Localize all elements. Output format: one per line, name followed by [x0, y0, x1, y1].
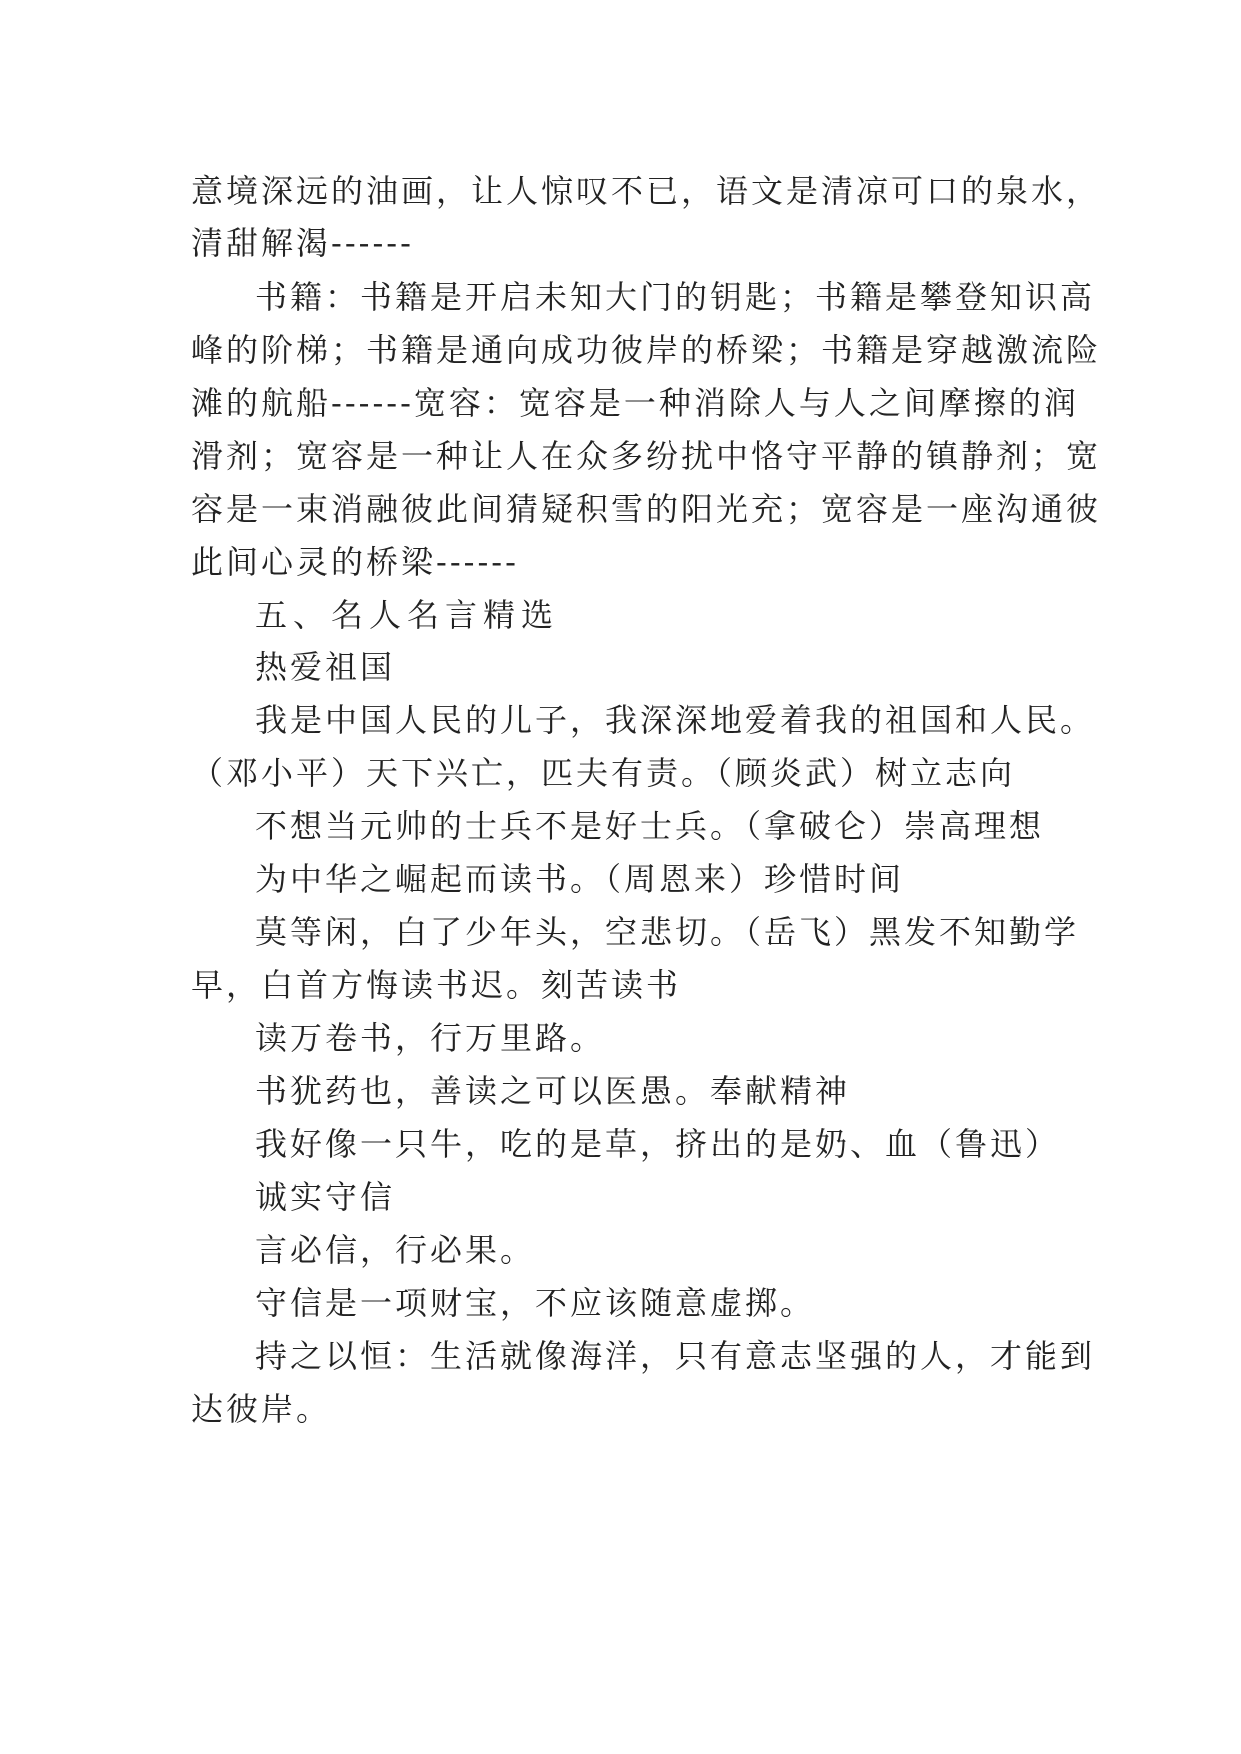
paragraph-start-line: 书籍：书籍是开启未知大门的钥匙；书籍是攀登知识高	[255, 278, 1096, 316]
quote-line: 早，白首方悔读书迟。刻苦读书	[191, 966, 682, 1004]
subheading: 热爱祖国	[255, 648, 396, 686]
text-line: 峰的阶梯；书籍是通向成功彼岸的桥梁；书籍是穿越激流险	[191, 331, 1102, 369]
text-line: 清甜解渴------	[191, 224, 414, 262]
quote-line: 书犹药也，善读之可以医愚。奉献精神	[255, 1072, 851, 1110]
quote-line: （邓小平）天下兴亡，匹夫有责。（顾炎武）树立志向	[191, 754, 1016, 792]
text-line: 容是一束消融彼此间猜疑积雪的阳光充；宽容是一座沟通彼	[191, 490, 1102, 528]
quote-line: 言必信，行必果。	[255, 1231, 536, 1269]
text-line: 滩的航船------宽容：宽容是一种消除人与人之间摩擦的润	[191, 384, 1079, 422]
quote-line: 持之以恒：生活就像海洋，只有意志坚强的人，才能到	[255, 1337, 1096, 1375]
quote-line: 读万卷书，行万里路。	[255, 1019, 606, 1057]
quote-line: 为中华之崛起而读书。（周恩来）珍惜时间	[255, 860, 905, 898]
text-line: 意境深远的油画，让人惊叹不已，语文是清凉可口的泉水，	[191, 172, 1102, 210]
quote-line: 莫等闲，白了少年头，空悲切。（岳飞）黑发不知勤学	[255, 913, 1080, 951]
subheading: 诚实守信	[255, 1178, 396, 1216]
quote-line: 达彼岸。	[191, 1390, 332, 1428]
quote-line: 不想当元帅的士兵不是好士兵。（拿破仑）崇高理想	[255, 807, 1045, 845]
quote-line: 我好像一只牛，吃的是草，挤出的是奶、血（鲁迅）	[255, 1125, 1061, 1163]
section-heading: 五、名人名言精选	[255, 596, 560, 634]
quote-line: 我是中国人民的儿子，我深深地爱着我的祖国和人民。	[255, 701, 1096, 739]
quote-line: 守信是一项财宝，不应该随意虚掷。	[255, 1284, 816, 1322]
text-line: 滑剂；宽容是一种让人在众多纷扰中恪守平静的镇静剂；宽	[191, 437, 1102, 475]
text-line: 此间心灵的桥梁------	[191, 543, 519, 581]
